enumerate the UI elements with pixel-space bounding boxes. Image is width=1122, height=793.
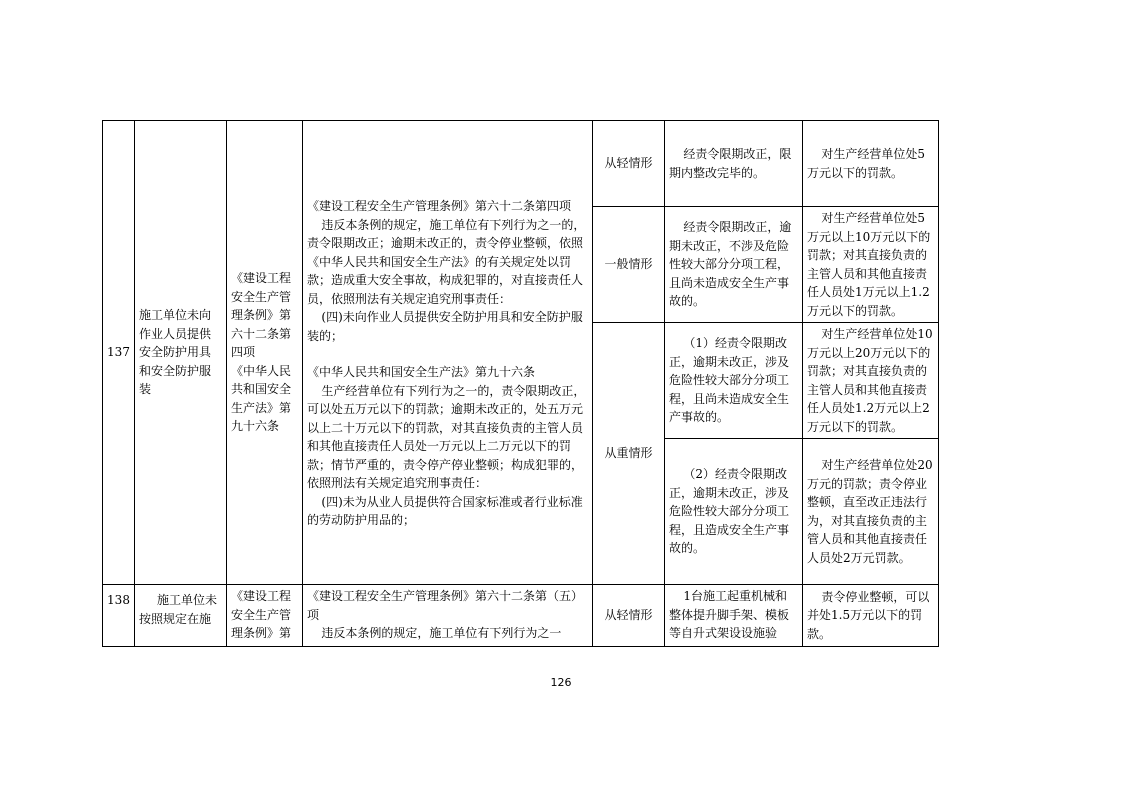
violation-condition: （2）经责令限期改正，逾期未改正，涉及危险性较大部分分项工程，且造成安全生产事故的。 (665, 439, 803, 585)
severity-level: 一般情形 (593, 207, 665, 323)
violation-condition: 经责令限期改正，逾期未改正，不涉及危险性较大部分分项工程，且尚未造成安全生产事故的。 (665, 207, 803, 323)
penalty-standard: 对生产经营单位处5万元以上10万元以下的罚款；对其直接负责的主管人员和其他直接责任人员处1万元以上1.2万元以下的罚款。 (803, 207, 939, 323)
table-row (103, 585, 939, 647)
violation-item: 施工单位未向作业人员提供安全防护用具和安全防护服装 (135, 121, 227, 585)
provision-heading: 《中华人民共和国安全生产法》第九十六条 (307, 365, 536, 380)
penalty-standard: 对生产经营单位处20万元的罚款；责令停业整顿，直至改正违法行为，对其直接负责的主管人员和其他直接责任人员处2万元罚款。 (803, 439, 939, 585)
severity-level: 从轻情形 (593, 121, 665, 207)
provision-spacer (307, 345, 588, 363)
row-number: 137 (103, 121, 135, 585)
provision-paragraph: 生产经营单位有下列行为之一的，责令限期改正，可以处五万元以下的罚款；逾期未改正的，处五万元以上二十万元以下的罚款，对其直接负责的主管人员和其他直接责任人员处一万元以上二万元以下的罚款；情节严重的，责令停产停业整顿；构成犯罪的，依照刑法有关规定追究刑事责任： (307, 383, 586, 491)
row-number: 138 (103, 585, 135, 647)
penalty-standard-table (102, 120, 939, 647)
table-row (103, 121, 939, 207)
provision-clause: (四)未向作业人员提供安全防护用具和安全防护服装的； (307, 310, 583, 343)
penalty-standard: 对生产经营单位处5万元以下的罚款。 (803, 121, 939, 207)
provision-heading: 《建设工程安全生产管理条例》第六十二条第（五）项 (307, 589, 584, 622)
severity-level: 从重情形 (593, 323, 665, 585)
legal-basis: 《建设工程安全生产管理条例》第六十二条第四项 《中华人民共和国安全生产法》第九十六条 (227, 121, 303, 585)
penalty-standard: 对生产经营单位处10万元以上20万元以下的罚款；对其直接负责的主管人员和其他直接责任人员处1.2万元以上2万元以下的罚款。 (803, 323, 939, 439)
provision-text (303, 585, 593, 647)
violation-condition: 1台施工起重机械和整体提升脚手架、模板等自升式架设设施验 (665, 585, 803, 647)
provision-heading: 《建设工程安全生产管理条例》第六十二条第四项 (307, 199, 572, 214)
provision-text (303, 121, 593, 585)
violation-item: 施工单位未按照规定在施 (135, 585, 227, 647)
penalty-standard: 责令停业整顿，可以并处1.5万元以下的罚款。 (803, 585, 939, 647)
violation-condition: （1）经责令限期改正，逾期未改正，涉及危险性较大部分分项工程，且尚未造成安全生产事故的。 (665, 323, 803, 439)
provision-paragraph: 违反本条例的规定，施工单位有下列行为之一的，责令限期改正；逾期未改正的，责令停业整顿，依照《中华人民共和国安全生产法》的有关规定处以罚款；造成重大安全事故，构成犯罪的，对直接责任人员，依照刑法有关规定追究刑事责任： (307, 217, 586, 306)
page-number: 126 (550, 676, 572, 689)
violation-condition: 经责令限期改正，限期内整改完毕的。 (665, 121, 803, 207)
provision-paragraph: 违反本条例的规定，施工单位有下列行为之一 (321, 626, 562, 640)
legal-basis: 《建设工程安全生产管理条例》第 (227, 585, 303, 647)
provision-clause: (四)未为从业人员提供符合国家标准或者行业标准的劳动防护用品的； (307, 494, 583, 528)
severity-level: 从轻情形 (593, 585, 665, 647)
